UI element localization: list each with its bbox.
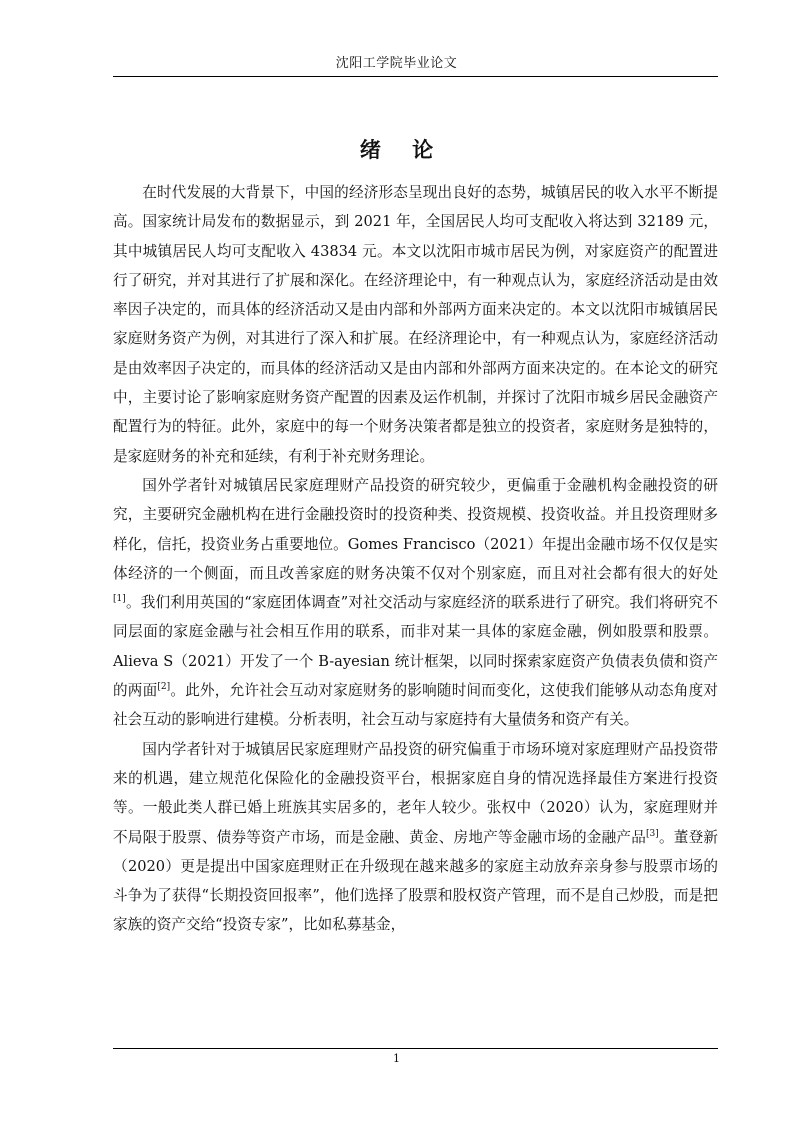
- header-divider: [113, 76, 718, 77]
- paragraph-2-text-c: 。此外，允许社会互动对家庭财务的影响随时间而变化，这使我们能够从动态角度对社会互动的影响进行建模。分析表明，社会互动与家庭持有大量债务和资产有关。: [113, 682, 718, 729]
- running-header: 沈阳工学院毕业论文: [335, 56, 458, 71]
- page-number: 1: [393, 1052, 400, 1065]
- citation-ref-1: [1]: [113, 594, 126, 605]
- paragraph-3-text-b: 。董登新（2020）更是提出中国家庭理财正在升级现在越来越多的家庭主动放弃亲身参与股票市场的斗争为了获得“长期投资回报率”，他们选择了股票和股权资产管理，而不是自己炒股，而是把家族的资产交给“投资专家”，比如私募基金，: [113, 828, 718, 934]
- footer-divider: [113, 1048, 718, 1049]
- paragraph-2: [113, 471, 718, 735]
- paragraph-2-text-a: 国外学者针对城镇居民家庭理财产品投资的研究较少，更偏重于金融机构金融投资的研究，主要研究金融机构在进行金融投资时的投资种类、投资规模、投资收益。并且投资理财多样化，信托，投资业务占重要地位。Gomes Francisco（2021）年提出金融市场不仅仅是实体经济的一个侧面，而且改善家庭的财务决策不仅对个别家庭，而且对社会都有很大的好处: [113, 476, 718, 582]
- paragraph-2-text-b: 。我们利用英国的“家庭团体调查”对社交活动与家庭经济的联系进行了研究。我们将研究不同层面的家庭金融与社会相互作用的联系，而非对某一具体的家庭金融，例如股票和股票。Alieva S（2021）开发了一个 B-ayesian 统计框架，以同时探索家庭资产负债表负债和资产的两面: [113, 594, 718, 700]
- paragraph-3-text-a: 国内学者针对于城镇居民家庭理财产品投资的研究偏重于市场环境对家庭理财产品投资带来的机遇，建立规范化保险化的金融投资平台，根据家庭自身的情况选择最佳方案进行投资等。一般此类人群已婚上班族其实居多的，老年人较少。张权中（2020）认为，家庭理财并不局限于股票、债券等资产市场，而是金融、黄金、房地产等金融市场的金融产品: [113, 740, 718, 846]
- paragraph-1: [113, 178, 718, 471]
- paragraph-3: [113, 735, 718, 940]
- citation-ref-3: [3]: [646, 828, 659, 839]
- section-title: 绪 论: [359, 137, 446, 162]
- citation-ref-2: [2]: [157, 682, 171, 693]
- body-text: [113, 178, 718, 940]
- paragraph-1-text: 在时代发展的大背景下，中国的经济形态呈现出良好的态势，城镇居民的收入水平不断提高。国家统计局发布的数据显示，到 2021 年，全国居民人均可支配收入将达到 32189 元，其中城镇居民人均可支配收入 43834 元。本文以沈阳市城市居民为例，对家庭资产的配置进行了研究，并对其进行了扩展和深化。在经济理论中，有一种观点认为，家庭经济活动是由效率因子决定的，而具体的经济活动又是由内部和外部两方面来决定的。本文以沈阳市城镇居民家庭财务资产为例，对其进行了深入和扩展。在经济理论中，有一种观点认为，家庭经济活动是由效率因子决定的，而具体的经济活动又是由内部和外部两方面来决定的。在本论文的研究中，主要讨论了影响家庭财务资产配置的因素及运作机制，并探讨了沈阳市城乡居民金融资产配置行为的特征。此外，家庭中的每一个财务决策者都是独立的投资者，家庭财务是独特的，是家庭财务的补充和延续，有利于补充财务理论。: [113, 184, 718, 465]
